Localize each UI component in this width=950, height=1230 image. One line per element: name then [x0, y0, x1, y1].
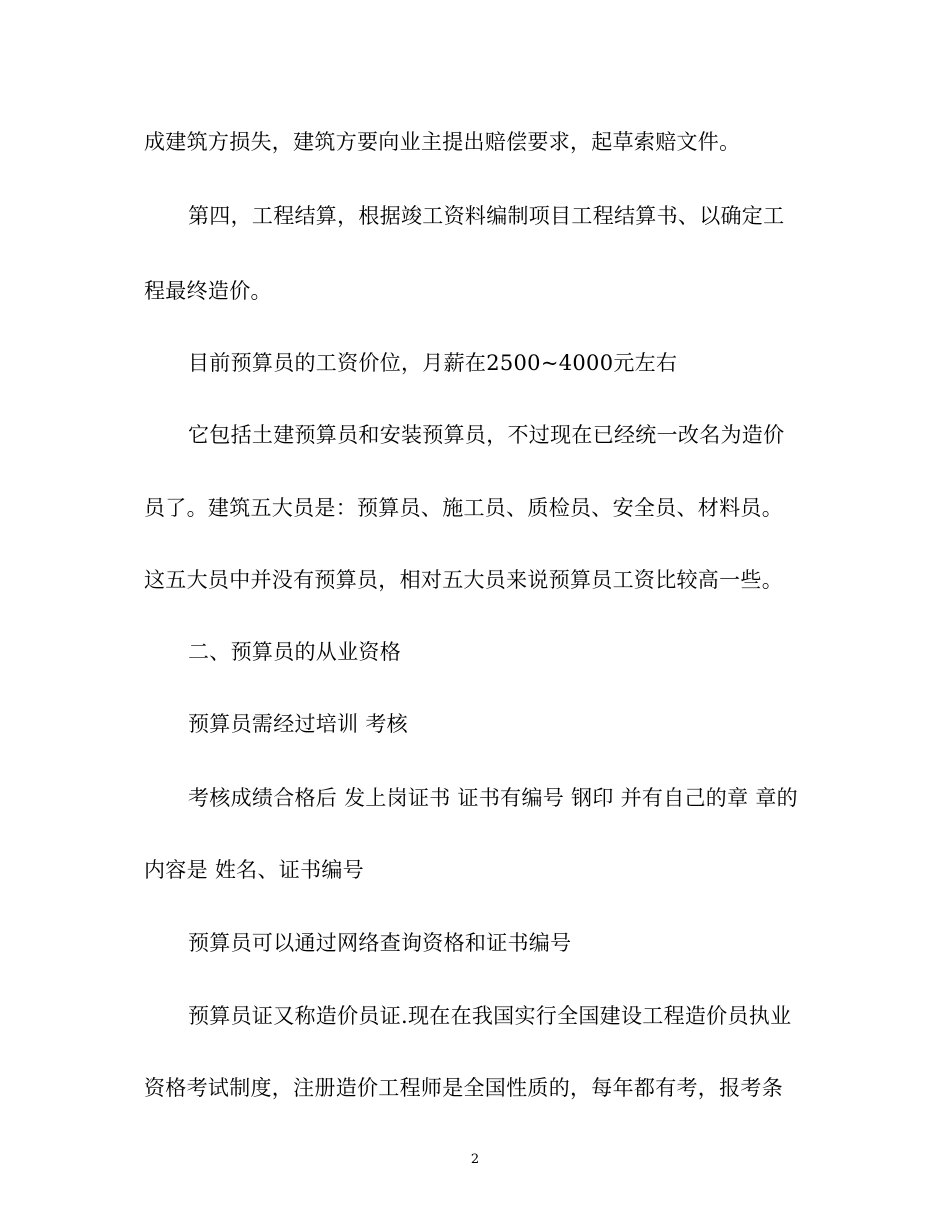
- text-line: 员了。建筑五大员是：预算员、施工员、质检员、安全员、材料员。: [144, 496, 783, 520]
- text-line: 预算员可以通过网络查询资格和证书编号: [188, 931, 572, 955]
- text-line: 内容是 姓名、证书编号: [144, 858, 364, 882]
- page-number: 2: [470, 1152, 480, 1167]
- text-line: 它包括土建预算员和安装预算员，不过现在已经统一改名为造价: [188, 423, 785, 447]
- text-line: 成建筑方损失，建筑方要向业主提出赔偿要求，起草索赔文件。: [144, 130, 741, 154]
- text-line: 这五大员中并没有预算员，相对五大员来说预算员工资比较高一些。: [144, 568, 783, 592]
- text-line: 资格考试制度，注册造价工程师是全国性质的，每年都有考，报考条: [144, 1076, 783, 1100]
- text-line: 第四，工程结算，根据竣工资料编制项目工程结算书、以确定工: [188, 204, 785, 228]
- section-heading: 二、预算员的从业资格: [188, 640, 401, 664]
- text-line: 预算员需经过培训 考核: [188, 712, 408, 736]
- text-line: 程最终造价。: [144, 279, 272, 303]
- text-line: 考核成绩合格后 发上岗证书 证书有编号 钢印 并有自己的章 章的: [188, 786, 798, 810]
- text-line: 目前预算员的工资价位，月薪在2500~4000元左右: [188, 351, 678, 375]
- text-line: 预算员证又称造价员证.现在在我国实行全国建设工程造价员执业: [188, 1004, 792, 1028]
